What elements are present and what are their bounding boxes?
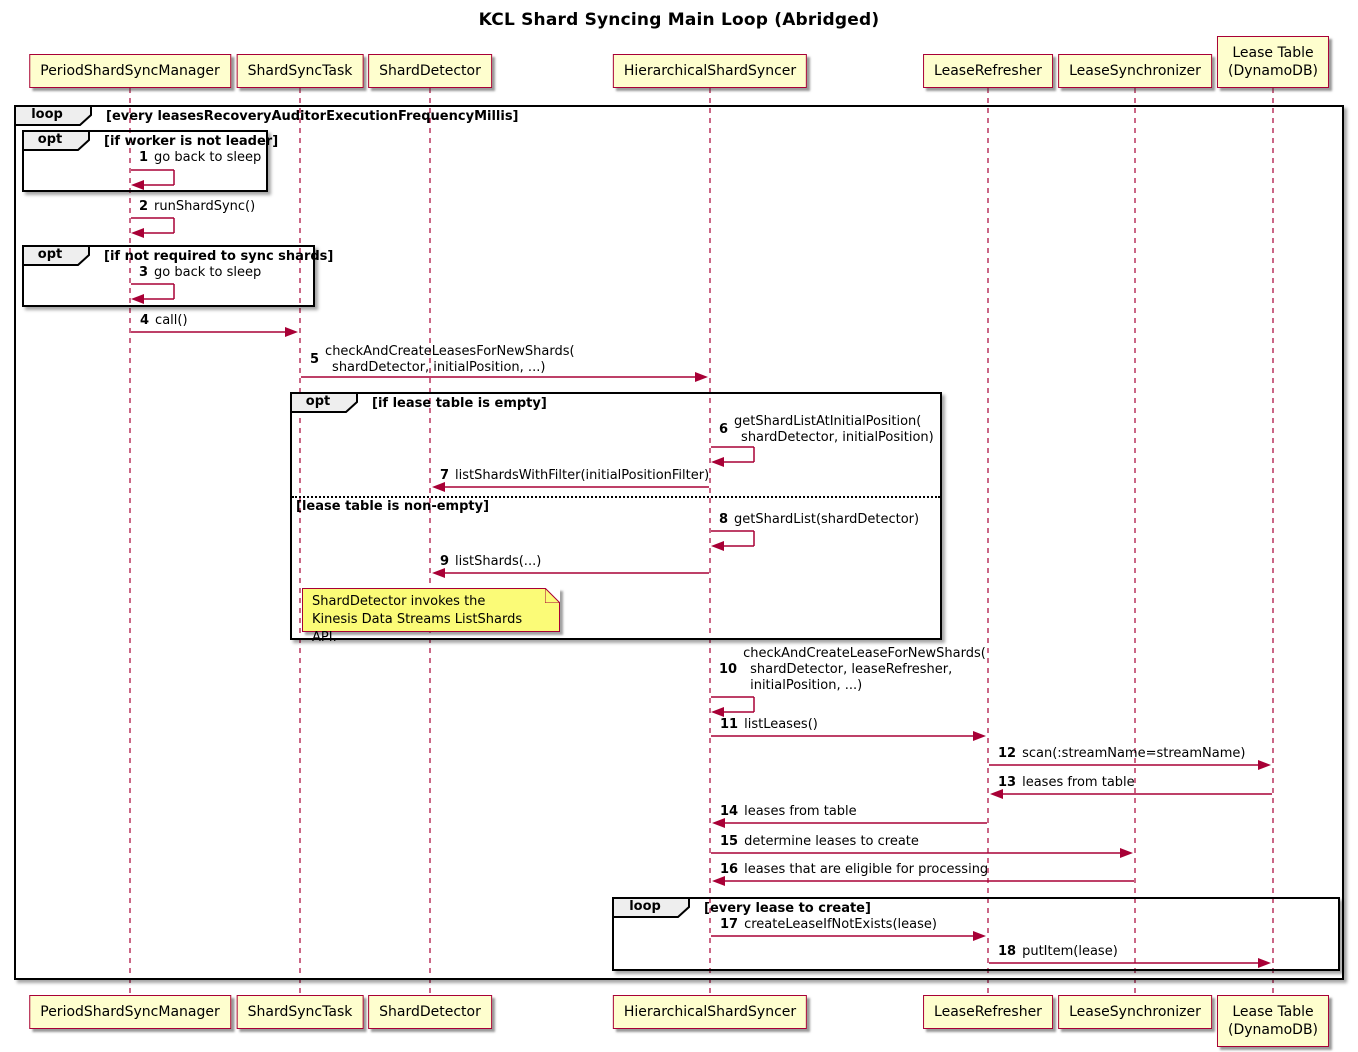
message-text	[154, 265, 261, 281]
participant-bottom-lease-table	[1217, 995, 1329, 1047]
message-text-line: listLeases()	[744, 717, 818, 732]
message-15	[720, 834, 919, 850]
message-text-line: go back to sleep	[154, 150, 262, 165]
message-number: 13	[998, 775, 1017, 790]
message-text	[325, 344, 575, 376]
participant-top-lease-synchronizer	[1058, 54, 1212, 88]
message-number: 4	[140, 313, 150, 328]
message-9	[440, 554, 541, 570]
frame-condition: [every leasesRecoveryAuditorExecutionFrequencyMillis]	[106, 109, 519, 124]
frame-keyword: loop	[629, 899, 661, 914]
note-text-line: ShardDetector invokes the	[312, 594, 486, 609]
frame-keyword: loop	[31, 107, 63, 122]
message-text	[744, 834, 919, 850]
participant-bottom-shard-detector	[368, 995, 492, 1029]
participant-label: ShardDetector	[379, 63, 481, 79]
participant-label: HierarchicalShardSyncer	[623, 63, 797, 79]
frame-condition: [if lease table is empty]	[372, 396, 547, 411]
frame-loop-4	[612, 897, 1340, 971]
message-number: 17	[720, 917, 739, 932]
note-text-line: Kinesis Data Streams ListShards API.	[312, 612, 523, 645]
message-text	[154, 150, 261, 166]
message-text	[455, 554, 541, 570]
message-text-line: scan(:streamName=streamName)	[1022, 746, 1246, 761]
message-number: 5	[310, 352, 320, 367]
message-6	[719, 414, 934, 446]
message-text-line: leases from table	[1022, 775, 1135, 790]
else-divider	[292, 496, 940, 498]
message-14	[720, 804, 857, 820]
participant-label: ShardSyncTask	[247, 63, 353, 79]
message-text-line: putItem(lease)	[1022, 944, 1118, 959]
message-text-line: determine leases to create	[744, 834, 919, 849]
message-text-line: createLeaseIfNotExists(lease)	[744, 917, 937, 932]
message-12	[998, 746, 1245, 762]
message-text	[1022, 746, 1245, 762]
message-text	[743, 646, 986, 694]
message-number: 9	[440, 554, 450, 569]
participant-label: ShardSyncTask	[247, 1004, 353, 1020]
message-number: 18	[998, 944, 1017, 959]
diagram-title: KCL Shard Syncing Main Loop (Abridged)	[478, 10, 880, 30]
message-text-line: leases from table	[744, 804, 857, 819]
message-1	[139, 150, 261, 166]
frame-keyword: opt	[305, 394, 331, 409]
frame-label-pentagon	[14, 105, 92, 126]
message-text-line: go back to sleep	[154, 265, 262, 280]
message-number: 16	[720, 862, 739, 877]
message-number: 11	[720, 717, 739, 732]
participant-bottom-lease-synchronizer	[1058, 995, 1212, 1029]
message-text-line: leases that are eligible for processing	[744, 862, 989, 877]
participant-label: LeaseRefresher	[934, 63, 1042, 79]
frame-keyword: opt	[37, 132, 63, 147]
message-text-line: shardDetector, initialPosition)	[741, 430, 934, 445]
message-text-line: getShardList(shardDetector)	[734, 512, 920, 527]
message-text	[734, 414, 934, 446]
participant-label: Lease Table	[1232, 45, 1314, 61]
message-number: 6	[719, 422, 729, 437]
message-text	[744, 717, 818, 733]
message-text-line: call()	[155, 313, 188, 328]
message-13	[998, 775, 1135, 791]
message-4	[140, 313, 188, 329]
participant-top-lease-refresher	[923, 54, 1053, 88]
participant-label: PeriodShardSyncManager	[40, 63, 220, 79]
message-3	[139, 265, 261, 281]
frame-label-pentagon	[612, 897, 690, 918]
participant-label: LeaseSynchronizer	[1069, 1004, 1201, 1020]
message-text-line: getShardListAtInitialPosition(	[734, 414, 922, 429]
message-text	[455, 468, 709, 484]
message-number: 15	[720, 834, 739, 849]
note-shard-detector	[302, 588, 560, 645]
participant-bottom-lease-refresher	[923, 995, 1053, 1029]
message-text	[744, 917, 937, 933]
message-text-line: runShardSync()	[154, 199, 256, 214]
frame-label-pentagon	[22, 245, 90, 266]
participant-label: Lease Table	[1232, 1004, 1314, 1020]
message-16	[720, 862, 988, 878]
message-8	[719, 512, 919, 528]
frame-label-pentagon	[22, 130, 90, 151]
message-2	[139, 199, 255, 215]
message-text-line: checkAndCreateLeasesForNewShards(	[325, 344, 575, 359]
participant-label: ShardDetector	[379, 1004, 481, 1020]
message-18	[998, 944, 1118, 960]
message-number: 12	[998, 746, 1017, 761]
frame-label-pentagon	[290, 392, 358, 413]
participant-label: PeriodShardSyncManager	[40, 1004, 220, 1020]
message-text	[744, 804, 857, 820]
participant-top-lease-table	[1217, 36, 1329, 88]
frame-keyword: opt	[37, 247, 63, 262]
participant-top-period-shard-sync-manager	[29, 54, 231, 88]
message-text-line: shardDetector, leaseRefresher,	[750, 662, 953, 677]
message-text	[744, 862, 988, 878]
message-number: 10	[719, 662, 738, 677]
message-text-line: listShardsWithFilter(initialPositionFilter)	[455, 468, 710, 483]
participant-label: LeaseRefresher	[934, 1004, 1042, 1020]
frame-condition: [if not required to sync shards]	[104, 249, 334, 264]
message-7	[440, 468, 709, 484]
message-text	[155, 313, 187, 329]
message-text-line: checkAndCreateLeaseForNewShards(	[743, 646, 986, 661]
participant-bottom-shard-sync-task	[237, 995, 364, 1029]
message-11	[720, 717, 818, 733]
message-number: 2	[139, 199, 149, 214]
note-fold-corner-icon	[545, 588, 560, 609]
participant-label: (DynamoDB)	[1227, 1022, 1319, 1038]
participant-bottom-period-shard-sync-manager	[29, 995, 231, 1029]
frame-condition: [every lease to create]	[704, 901, 871, 916]
message-text	[1022, 775, 1135, 791]
else-condition: [lease table is non-empty]	[296, 499, 490, 514]
message-number: 7	[440, 468, 450, 483]
participant-top-shard-detector	[368, 54, 492, 88]
message-text	[1022, 944, 1118, 960]
message-text	[154, 199, 255, 215]
participant-label: LeaseSynchronizer	[1069, 63, 1201, 79]
message-text-line: listShards(...)	[455, 554, 542, 569]
message-5	[310, 344, 575, 376]
message-17	[720, 917, 937, 933]
participant-label: (DynamoDB)	[1227, 63, 1319, 79]
message-text	[734, 512, 919, 528]
participant-label: HierarchicalShardSyncer	[623, 1004, 797, 1020]
message-number: 8	[719, 512, 729, 527]
message-text-line: initialPosition, ...)	[750, 678, 863, 693]
frame-condition: [if worker is not leader]	[104, 134, 279, 149]
participant-bottom-hierarchical-shard-syncer	[613, 995, 807, 1029]
participant-top-shard-sync-task	[237, 54, 364, 88]
participant-top-hierarchical-shard-syncer	[613, 54, 807, 88]
message-10	[719, 646, 986, 694]
message-number: 14	[720, 804, 739, 819]
message-number: 1	[139, 150, 149, 165]
message-number: 3	[139, 265, 149, 280]
message-text-line: shardDetector, initialPosition, ...)	[332, 360, 546, 375]
